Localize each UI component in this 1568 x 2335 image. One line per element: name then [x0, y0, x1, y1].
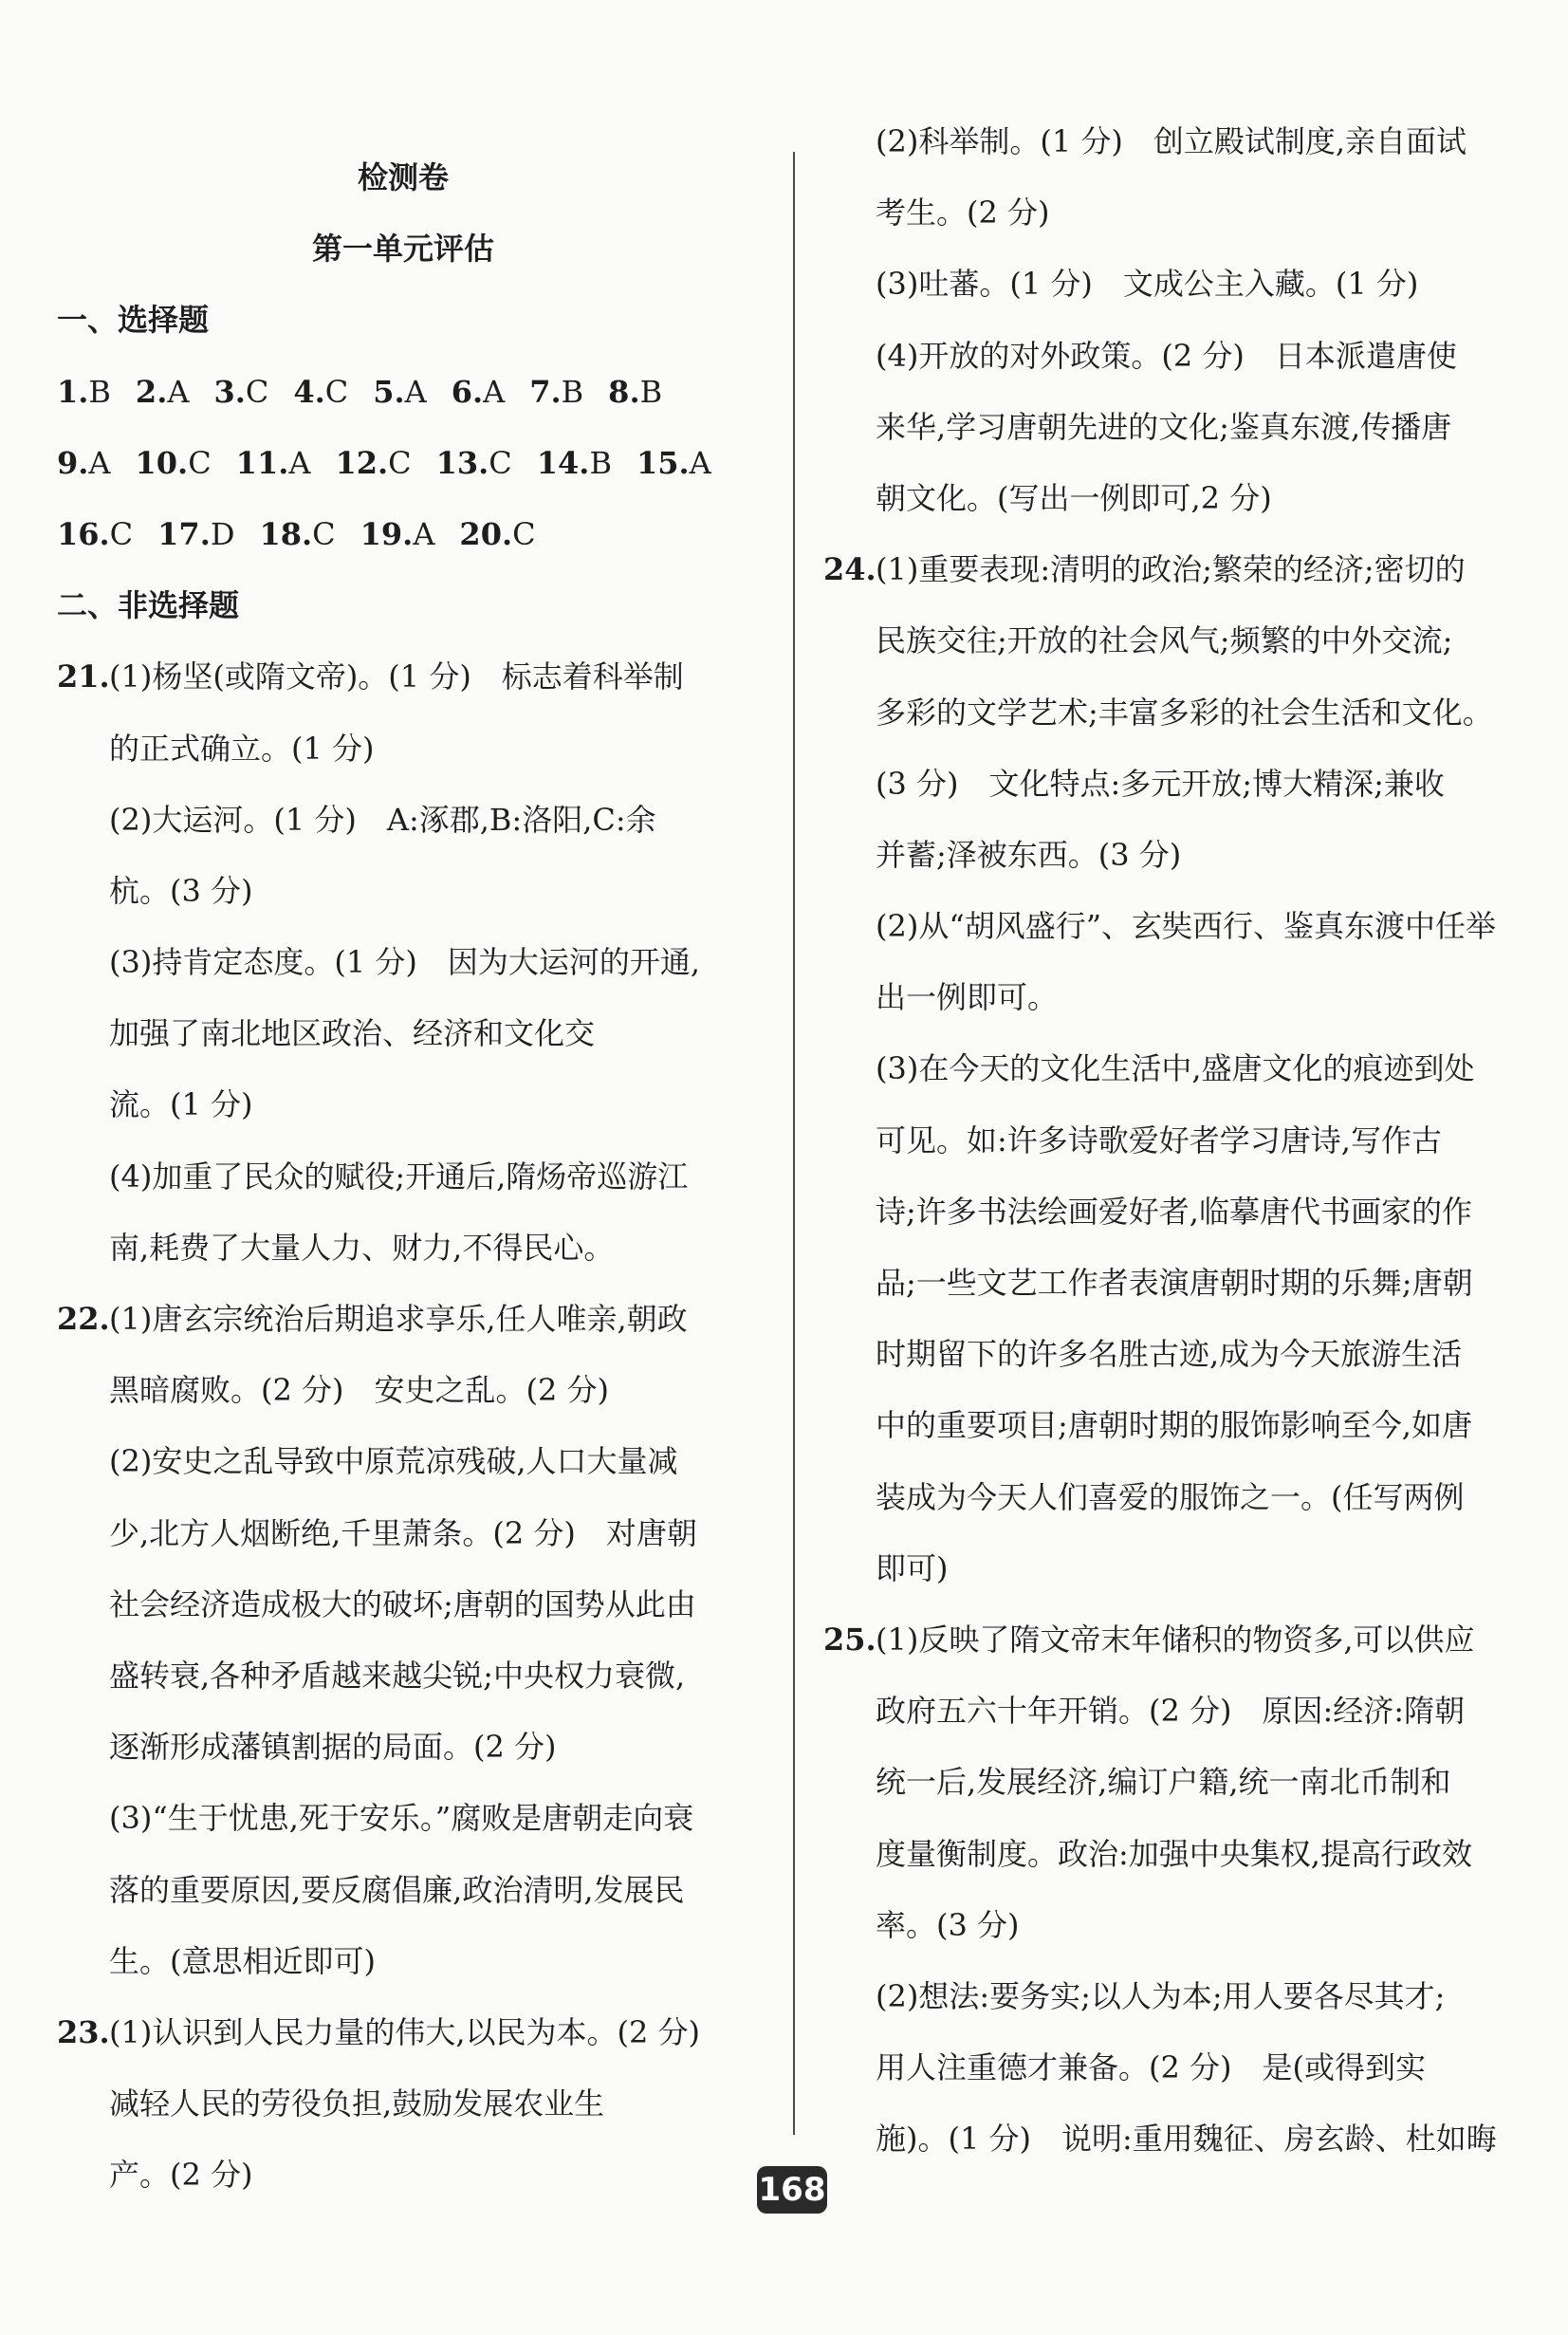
answer-letter: D	[210, 515, 235, 552]
text-line	[823, 1248, 1516, 1319]
text-line	[823, 249, 1516, 320]
answer-item	[636, 445, 711, 481]
answer-item	[360, 516, 435, 552]
answer-letter: A	[483, 373, 506, 410]
answer-number: 5.	[373, 373, 405, 410]
line-text: (1)杨坚(或隋文帝)。(1 分) 标志着科举制	[109, 658, 684, 695]
line-text: (4)加重了民众的赋役;开通后,隋炀帝巡游江	[109, 1158, 689, 1195]
text-line	[57, 1855, 749, 1926]
answer-number: 18.	[259, 515, 313, 552]
text-line	[823, 677, 1516, 749]
question-number: 22.	[57, 1301, 110, 1337]
answer-item	[57, 445, 111, 481]
line-text: 品;一些文艺工作者表演唐朝时期的乐舞;唐朝	[876, 1265, 1473, 1301]
answer-item	[373, 374, 427, 410]
text-line	[823, 1604, 1516, 1676]
text-line	[823, 1533, 1516, 1604]
answer-number: 11.	[235, 444, 289, 481]
answer-item	[213, 374, 268, 410]
answer-letter: A	[167, 373, 190, 410]
answer-number: 12.	[335, 444, 389, 481]
answer-item	[436, 445, 512, 481]
answer-number: 9.	[57, 444, 89, 481]
line-text: 施)。(1 分) 说明:重用魏征、房玄龄、杜如晦	[876, 2121, 1497, 2158]
answer-letter: A	[689, 444, 711, 481]
unit-title: 第一单元评估	[311, 231, 494, 268]
line-text: 诗;许多书法绘画爱好者,临摹唐代书画家的作	[876, 1193, 1472, 1230]
line-text: 时期留下的许多名胜古迹,成为今天旅游生活	[876, 1336, 1463, 1373]
text-line	[57, 998, 749, 1069]
answer-letter: A	[404, 373, 427, 410]
answer-item	[157, 516, 234, 552]
line-text: 出一例即可。	[876, 979, 1059, 1016]
line-text: (3)吐蕃。(1 分) 文成公主入藏。(1 分)	[876, 266, 1419, 303]
text-line	[823, 1390, 1516, 1461]
text-line	[57, 1498, 749, 1569]
text-line	[57, 1426, 749, 1497]
line-text: 流。(1 分)	[109, 1086, 253, 1123]
answer-letter: C	[388, 444, 412, 481]
answer-number: 10.	[135, 444, 189, 481]
left-answer-text	[57, 641, 749, 2211]
question-number: 25.	[823, 1621, 876, 1658]
text-line	[57, 1640, 749, 1712]
line-text: 落的重要原因,要反腐倡廉,政治清明,发展民	[109, 1871, 685, 1908]
answer-number: 15.	[636, 444, 690, 481]
line-text: 加强了南北地区政治、经济和文化交	[109, 1015, 596, 1052]
line-text: 少,北方人烟断绝,千里萧条。(2 分) 对唐朝	[109, 1514, 697, 1551]
line-text: 中的重要项目;唐朝时期的服饰影响至今,如唐	[876, 1407, 1472, 1444]
section-heading-nonchoice: 二、非选择题	[57, 587, 240, 624]
line-text: 并蓄;泽被东西。(3 分)	[876, 836, 1182, 873]
answer-item	[236, 445, 311, 481]
text-line	[823, 1319, 1516, 1390]
text-line	[823, 1676, 1516, 1747]
text-line	[823, 463, 1516, 534]
answer-number: 2.	[135, 373, 168, 410]
text-line	[823, 1819, 1516, 1890]
text-line	[57, 1926, 749, 1997]
text-line	[57, 2140, 749, 2211]
answer-letter: A	[88, 444, 111, 481]
answer-number: 1.	[57, 373, 89, 410]
line-text: 即可)	[876, 1549, 949, 1586]
answer-number: 20.	[459, 515, 513, 552]
line-text: (1)重要表现:清明的政治;繁荣的经济;密切的	[876, 551, 1466, 588]
text-line	[57, 1569, 749, 1640]
answer-letter: C	[312, 515, 336, 552]
answer-number: 13.	[435, 444, 489, 481]
line-text: (1)唐玄宗统治后期追求享乐,任人唯亲,朝政	[109, 1301, 688, 1337]
answer-row	[57, 499, 749, 570]
line-text: (2)科举制。(1 分) 创立殿试制度,亲自面试	[876, 123, 1467, 159]
answer-row	[57, 357, 749, 428]
text-line	[823, 891, 1516, 962]
line-text: (4)开放的对外政策。(2 分) 日本派遣唐使	[876, 337, 1457, 374]
text-line	[823, 1961, 1516, 2032]
column-divider	[793, 152, 795, 2135]
text-line	[823, 177, 1516, 249]
answer-item	[259, 516, 335, 552]
answer-item	[293, 374, 348, 410]
answer-item	[537, 445, 612, 481]
answer-number: 16.	[57, 515, 110, 552]
answer-item	[57, 374, 111, 410]
text-line	[823, 1890, 1516, 1961]
line-text: 社会经济造成极大的破坏;唐朝的国势从此由	[109, 1585, 696, 1622]
text-line	[57, 856, 749, 927]
line-text: (2)从“胡风盛行”、玄奘西行、鉴真东渡中任举	[876, 908, 1497, 945]
question-number: 23.	[57, 2013, 110, 2050]
text-line	[57, 1213, 749, 1284]
line-text: (2)安史之乱导致中原荒凉残破,人口大量减	[109, 1443, 678, 1480]
question-number: 24.	[823, 551, 876, 588]
answer-number: 8.	[608, 373, 640, 410]
answer-number: 17.	[157, 515, 211, 552]
answer-item	[459, 516, 535, 552]
answer-number: 4.	[293, 373, 325, 410]
text-line	[57, 713, 749, 785]
answer-letter: C	[324, 373, 349, 410]
line-text: 的正式确立。(1 分)	[109, 730, 375, 767]
answer-item	[608, 374, 662, 410]
line-text: 盛转衰,各种矛盾越来越尖锐;中央权力衰微,	[109, 1657, 686, 1694]
text-line	[823, 106, 1516, 177]
line-text: (2)想法:要务实;以人为本;用人要各尽其才;	[876, 1977, 1446, 2014]
answer-letter: A	[413, 515, 435, 552]
answer-letter: B	[88, 373, 111, 410]
text-line	[823, 749, 1516, 820]
line-text: 装成为今天人们喜爱的服饰之一。(任写两例	[876, 1478, 1465, 1515]
answer-letter: B	[639, 373, 663, 410]
text-line	[57, 1141, 749, 1213]
line-text: 度量衡制度。政治:加强中央集权,提高行政效	[876, 1835, 1472, 1872]
text-line	[823, 321, 1516, 392]
text-line	[57, 927, 749, 998]
line-text: 率。(3 分)	[876, 1906, 1020, 1943]
line-text: 黑暗腐败。(2 分) 安史之乱。(2 分)	[109, 1372, 610, 1409]
answer-number: 19.	[360, 515, 414, 552]
line-text: 杭。(3 分)	[109, 872, 253, 909]
text-line	[57, 641, 749, 713]
text-line	[57, 785, 749, 856]
text-line	[823, 1033, 1516, 1104]
answer-letter: B	[589, 444, 612, 481]
answer-letter: C	[489, 444, 512, 481]
answer-letter: C	[512, 515, 536, 552]
text-line	[823, 605, 1516, 676]
line-text: 可见。如:许多诗歌爱好者学习唐诗,写作古	[876, 1121, 1442, 1158]
line-text: 南,耗费了大量人力、财力,不得民心。	[109, 1229, 615, 1266]
answer-number: 14.	[536, 444, 590, 481]
text-line	[823, 1747, 1516, 1818]
line-text: 民族交往;开放的社会风气;频繁的中外交流;	[876, 622, 1453, 659]
text-line	[823, 820, 1516, 891]
left-column	[57, 142, 749, 2211]
answer-item	[335, 445, 411, 481]
line-text: 生。(意思相近即可)	[109, 1942, 376, 1979]
text-line	[823, 2103, 1516, 2175]
section-heading-choice: 一、选择题	[57, 302, 210, 339]
line-text: 减轻人民的劳役负担,鼓励发展农业生	[109, 2085, 605, 2122]
answer-item	[529, 374, 583, 410]
text-line	[57, 1712, 749, 1783]
answer-number: 6.	[451, 373, 484, 410]
text-line	[823, 1462, 1516, 1533]
text-line	[57, 2068, 749, 2140]
text-line	[57, 1783, 749, 1854]
text-line	[823, 1105, 1516, 1177]
line-text: (3)在今天的文化生活中,盛唐文化的痕迹到处	[876, 1050, 1475, 1087]
answer-letter: C	[245, 373, 269, 410]
text-line	[57, 1997, 749, 2068]
line-text: 用人注重德才兼备。(2 分) 是(或得到实	[876, 2049, 1426, 2086]
page-number-badge: 168	[757, 2166, 827, 2214]
line-text: 逐渐形成藩镇割据的局面。(2 分)	[109, 1729, 557, 1766]
line-text: (1)反映了隋文帝末年储积的物资多,可以供应	[876, 1621, 1475, 1658]
line-text: (3 分) 文化特点:多元开放;博大精深;兼收	[876, 765, 1445, 802]
answer-letter: B	[561, 373, 584, 410]
answer-item	[136, 445, 212, 481]
text-line	[823, 1177, 1516, 1248]
line-text: 政府五六十年开销。(2 分) 原因:经济:隋朝	[876, 1693, 1466, 1730]
answer-number: 3.	[213, 373, 246, 410]
answer-letter: A	[288, 444, 311, 481]
line-text: 朝文化。(写出一例即可,2 分)	[876, 479, 1272, 516]
line-text: (3)持肯定态度。(1 分) 因为大运河的开通,	[109, 944, 701, 981]
question-number: 21.	[57, 658, 110, 695]
answer-item	[57, 516, 133, 552]
line-text: 产。(2 分)	[109, 2157, 253, 2194]
right-answer-text	[823, 106, 1516, 2175]
page-title: 检测卷	[357, 159, 449, 195]
answer-number: 7.	[529, 373, 562, 410]
line-text: 来华,学习唐朝先进的文化;鉴真东渡,传播唐	[876, 408, 1452, 445]
right-column	[823, 106, 1516, 2175]
choice-answers	[57, 357, 749, 571]
answer-item	[136, 374, 190, 410]
line-text: 统一后,发展经济,编订户籍,统一南北币制和	[876, 1764, 1451, 1801]
text-line	[823, 2032, 1516, 2103]
text-line	[823, 534, 1516, 605]
line-text: (2)大运河。(1 分) A:涿郡,B:洛阳,C:余	[109, 801, 656, 838]
text-line	[823, 392, 1516, 463]
text-line	[823, 962, 1516, 1033]
answer-item	[452, 374, 506, 410]
line-text: (3)“生于忧患,死于安乐。”腐败是唐朝走向衰	[109, 1800, 694, 1837]
text-line	[57, 1069, 749, 1140]
answer-row	[57, 428, 749, 499]
text-line	[57, 1355, 749, 1426]
answer-letter: C	[188, 444, 212, 481]
text-line	[57, 1284, 749, 1355]
answer-letter: C	[109, 515, 134, 552]
line-text: 考生。(2 分)	[876, 195, 1050, 232]
line-text: (1)认识到人民力量的伟大,以民为本。(2 分)	[109, 2013, 701, 2050]
line-text: 多彩的文学艺术;丰富多彩的社会生活和文化。	[876, 694, 1493, 731]
